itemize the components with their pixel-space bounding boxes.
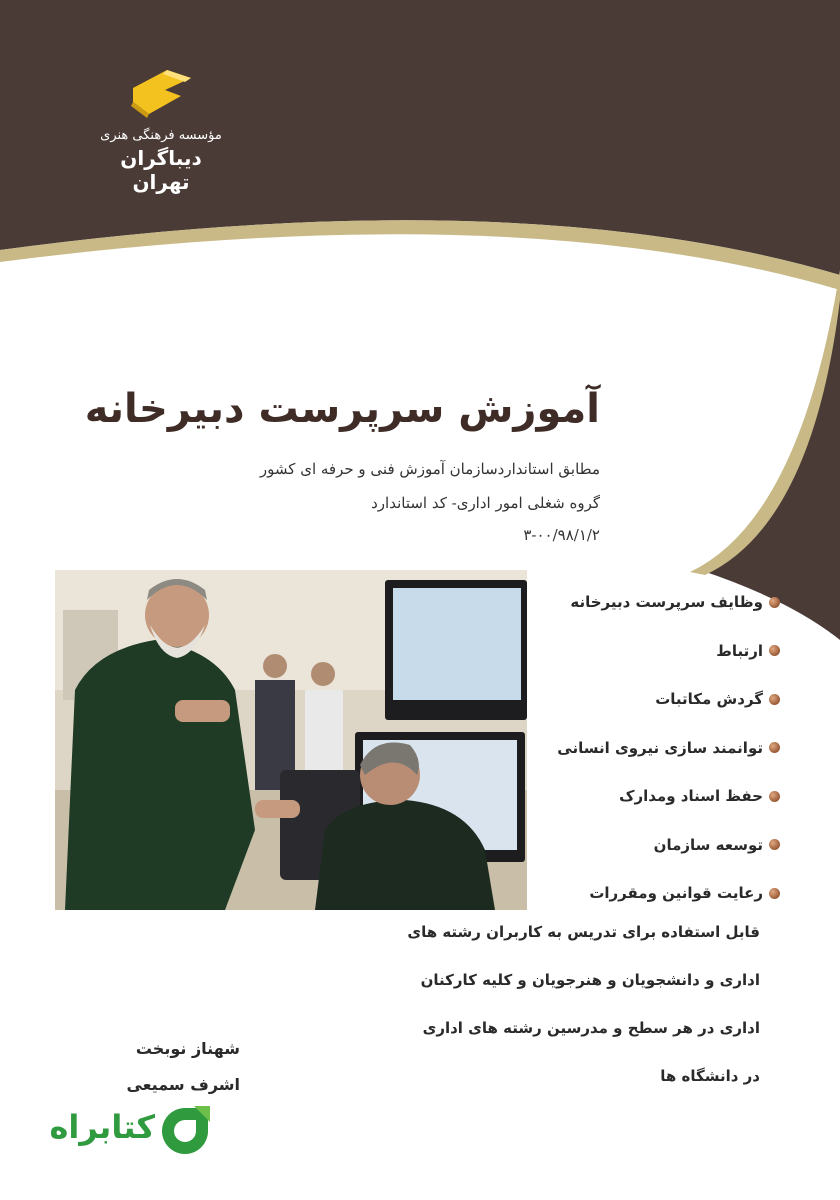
- standard-code: ۳-۰۰/۹۸/۱/۲: [523, 526, 600, 544]
- feature-label: حفظ اسناد ومدارک: [619, 787, 763, 806]
- feature-label: توسعه سازمان: [653, 835, 763, 854]
- authors-block: [90, 1034, 240, 1106]
- feature-label: وظایف سرپرست دبیرخانه: [570, 593, 763, 612]
- bullet-icon: [769, 791, 780, 802]
- publisher-name-line1: مؤسسه فرهنگی هنری: [100, 128, 222, 143]
- bullet-icon: [769, 597, 780, 608]
- cover-photo: [55, 570, 527, 910]
- brand-name: کتابراه: [49, 1108, 155, 1146]
- book-subtitle-standard: مطابق استانداردسازمان آموزش فنی و حرفه ای کشور: [259, 460, 600, 478]
- feature-label: گردش مکاتبات: [655, 690, 763, 709]
- bullet-icon: [769, 645, 780, 656]
- audience-line: در دانشگاه ها: [660, 1067, 760, 1085]
- feature-item: [530, 869, 780, 918]
- feature-item: [530, 821, 780, 870]
- ketabrah-brand: [40, 1098, 220, 1162]
- bullet-icon: [769, 742, 780, 753]
- audience-line: قابل استفاده برای تدریس به کاربران رشته های: [407, 923, 760, 941]
- author-name: اشرف سمیعی: [126, 1075, 240, 1094]
- feature-label: ارتباط: [716, 641, 763, 660]
- bullet-icon: [769, 694, 780, 705]
- feature-item: [530, 578, 780, 627]
- author-name: شهناز نوبخت: [135, 1039, 240, 1058]
- feature-label: توانمند سازی نیروی انسانی: [557, 738, 763, 757]
- feature-item: [530, 772, 780, 821]
- publisher-name-line2: دیباگران تهران: [120, 146, 202, 194]
- bullet-icon: [769, 888, 780, 899]
- features-list: [530, 578, 780, 918]
- audience-line: اداری و دانشجویان و هنرجویان و کلیه کارکنان: [420, 971, 760, 989]
- feature-label: رعایت قوانین ومقررات: [589, 884, 763, 903]
- ketabrah-logo-icon: [158, 1104, 212, 1158]
- bullet-icon: [769, 839, 780, 850]
- audience-paragraph: [320, 916, 760, 1108]
- book-subtitle-group: گروه شغلی امور اداری- کد استاندارد: [371, 494, 600, 512]
- publisher-block: [96, 60, 226, 194]
- feature-item: [530, 724, 780, 773]
- book-title: آموزش سرپرست دبیرخانه: [84, 386, 600, 432]
- feature-item: [530, 627, 780, 676]
- audience-line: اداری در هر سطح و مدرسین رشته های اداری: [422, 1019, 760, 1037]
- feature-item: [530, 675, 780, 724]
- publisher-logo-icon: [121, 60, 201, 120]
